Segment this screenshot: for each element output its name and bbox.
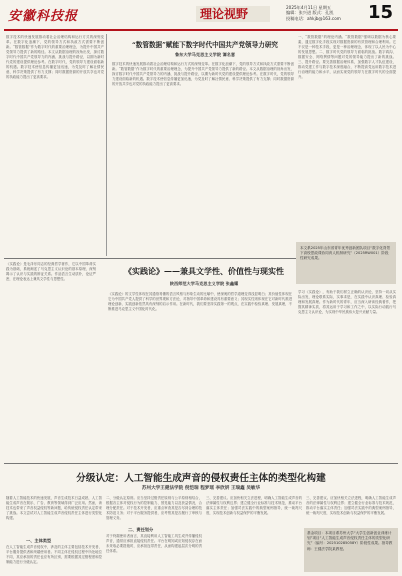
article3-body-left: 随着人工智能技术的快速发展，声音生成技术日益成熟，人工智能生成声音在娱乐、广告、教育等领域得到广泛应用。然而，该技术也带来了声音权益侵权等新问题，给传统侵权责任认定带来了挑战。本文尝试对人工智能生成声音侵权责任主体进行类型化构建。 [6, 496, 102, 521]
article3-body-mid2: 对于终端使用者而言，其直接利用人工智能工具生成并传播侵权声音，通常应承担直接侵权责任。平台在明知或应知侵权存在而未采取必要措施时，应承担连带责任，从而构建起层次分明的责任体系。 [106, 534, 202, 554]
article1-body-left: 数字技术的快速发展推动着社会治理结构和运行方式的深刻变革。在数字化浪潮下，党的领导方式和执政方式需要不断创新。“数管数据”作为数字时代的重要治理理念，为提升中国共产党领导力提供了新的路径。本文从数据治理的视角出发，探讨数字时代中国共产党领导力的内涵、挑战与提升路径，以期为新时代党的建设提供理论参考。在数字时代，党的领导力建设面临新的机遇。数字技术使信息传播更加迅速，为党及时了解社情民意、科学决策提供了有力支撑；同时数据资源的开放共享也对党的执政能力提出了更高要求。 [6, 35, 104, 80]
article2-byline: 陕西师范大学马克思主义学院 张鑫耀 [169, 281, 239, 286]
article2-body-main: 《实践论》的文学性体现在其通俗易懂的语言风格与形象生动的比喻中，使深奥的哲学道理变得浅显明白；其价值性体现在它为中国共产党人提供了科学的世界观和方法论，对指导中国革命和建设具有重要意义；其现实性则体现在它对新时代推进理论创新、实践创新依然具有深刻的启示作用。在新时代，我们要坚持实践第一的观点，在实践中检验真理、发展真理，不断推进马克思主义中国化时代化。 [108, 292, 292, 312]
section-title: 理论视野 [200, 7, 249, 21]
article3-body-left2: 在人工智能生成声音侵权中，涉及的主体主要包括技术开发者、平台服务提供者和终端使用者。不同主体在侵权过程中所处地位不同，其应承担的责任也应有所区别，需要根据其过错程度和控制能力进行分级认定。 [6, 545, 102, 565]
article3-subhead-mid: 二、责任划分 [128, 527, 154, 532]
article3-body-mid: 二、分级认定原则。应当坚持过错责任原则与公平原则相结合，根据各主体对侵权行为的控制能力、预见能力以及获益情况，合理分配责任。对于技术开发者，应重点审查其是否尽到合理的技术防范义务；对于平台服务提供者，应考察其是否履行了审核与管理义务。 [106, 496, 202, 521]
section-divider [4, 463, 398, 464]
article3-headline: 分级认定：人工智能生成声音的侵权责任主体的类型化构建 [76, 473, 326, 484]
article1-headline: “数管数据”赋能下数字时代中国共产党领导力研究 [131, 41, 279, 49]
issue-contact: 投稿电话：ahkjb@163.com [286, 15, 341, 21]
issue-editor: 编辑：张兴进 版式：孔凯 [286, 10, 334, 16]
masthead [0, 0, 402, 30]
column-divider [106, 34, 107, 256]
masthead-rule [4, 29, 398, 31]
article3-body-right: 三、完善建议。应加快相关立法进程，明确人工智能生成声音的法律属性与权利边界；建立健全行业标准与技术规范，推动平台落实主体责任；加强司法实践中的典型案例指导，统一裁判尺度，实现技术创新与权益保护的平衡发展。 [206, 496, 302, 516]
footnote: 基金项目：本项目系苏州大学“大学生创新创业训练计划”项目“人工智能生成声音侵权责任主体的类型化研究”（编号：202510285058Y）阶段性成果。指导教师：王健法学院某教授。 [307, 531, 393, 551]
article2-body-intro: 《实践论》是毛泽东同志的经典哲学著作，它以中国革命实践为基础，系统阐述了马克思主义认识论的基本原理，深刻揭示了认识与实践的辩证关系。作品语言生动质朴，论证严密，在理论表达上兼具文学性与思想性。 [6, 262, 96, 282]
article1-body-right: 一、“数管数据”的理论内涵。“数管数据”强调以数据为核心要素，通过数字化手段实现对数据资源的有效管理和合理利用。它不仅是一种技术手段，更是一种治理理念，体现了以人民为中心的发展思想。二、数字时代党的领导力面临的挑战。数字鸿沟、数据安全、网络舆情等问题对党的领导能力提出了新的挑战。三、提升路径。要完善数据治理体系，加强数字人才队伍建设，推动党建工作与数字技术深度融合，不断提高党运用数字技术进行治理的能力和水平，从而实现党的领导力在数字时代的全面提升。 [298, 35, 396, 80]
article1-body-mid: 数字技术的快速发展推动着社会治理结构和运行方式的深刻变革。在数字化浪潮下，党的领导方式和执政方式需要不断创新。“数管数据”作为数字时代的重要治理理念，为提升中国共产党领导力提供了新的路径。本文从数据治理的视角出发，探讨数字时代中国共产党领导力的内涵、挑战与提升路径，以期为新时代党的建设提供理论参考。在数字时代，党的领导力建设面临新的机遇。数字技术使信息传播更加迅速，为党及时了解社情民意、科学决策提供了有力支撑；同时数据资源的开放共享也对党的执政能力提出了更高要求。 [112, 62, 294, 87]
newspaper-logo: 安徽科技报 [8, 9, 79, 24]
page-number: 15 [368, 2, 394, 23]
article2-body-right: 学习《实践论》，有助于我们树立正确的认识论，坚持一切从实际出发，理论联系实际，实事求是，在实践中认识真理、检验真理和发展真理。作为新时代的青年，应当深入研读经典著作，把握其精神实质，将其运用于学习和工作之中，以实际行动践行马克思主义认识论，为实现中华民族伟大复兴贡献力量。 [298, 290, 396, 315]
funding-note: 本文系2025年山东省青年优秀创新团队项目“数字化背景下高校思政课协同育人机制研究”（2025RW001）阶段性研究成果。 [300, 246, 391, 261]
section-divider [4, 258, 296, 259]
issue-date: 2025年4月11日 星期五 [286, 5, 332, 10]
article1-byline: 鲁东大学马克思主义学院 谭名意 [174, 52, 236, 57]
issue-meta [286, 5, 364, 21]
article3-body-far-right: 三、完善建议。应加快相关立法进程，明确人工智能生成声音的法律属性与权利边界；建立健全行业标准与技术规范，推动平台落实主体责任；加强司法实践中的典型案例指导，统一裁判尺度，实现技术创新与权益保护的平衡发展。 [306, 496, 396, 516]
article2-headline: 《实践论》——兼具文学性、价值性与现实性 [124, 266, 284, 276]
article3-subhead-left: 一、主体类型 [26, 538, 52, 543]
article3-byline: 苏州大学王健法学院 倪恺瑞 程梦瑶 李欣妍 王瑞鑫 吴敏华 [141, 486, 261, 491]
